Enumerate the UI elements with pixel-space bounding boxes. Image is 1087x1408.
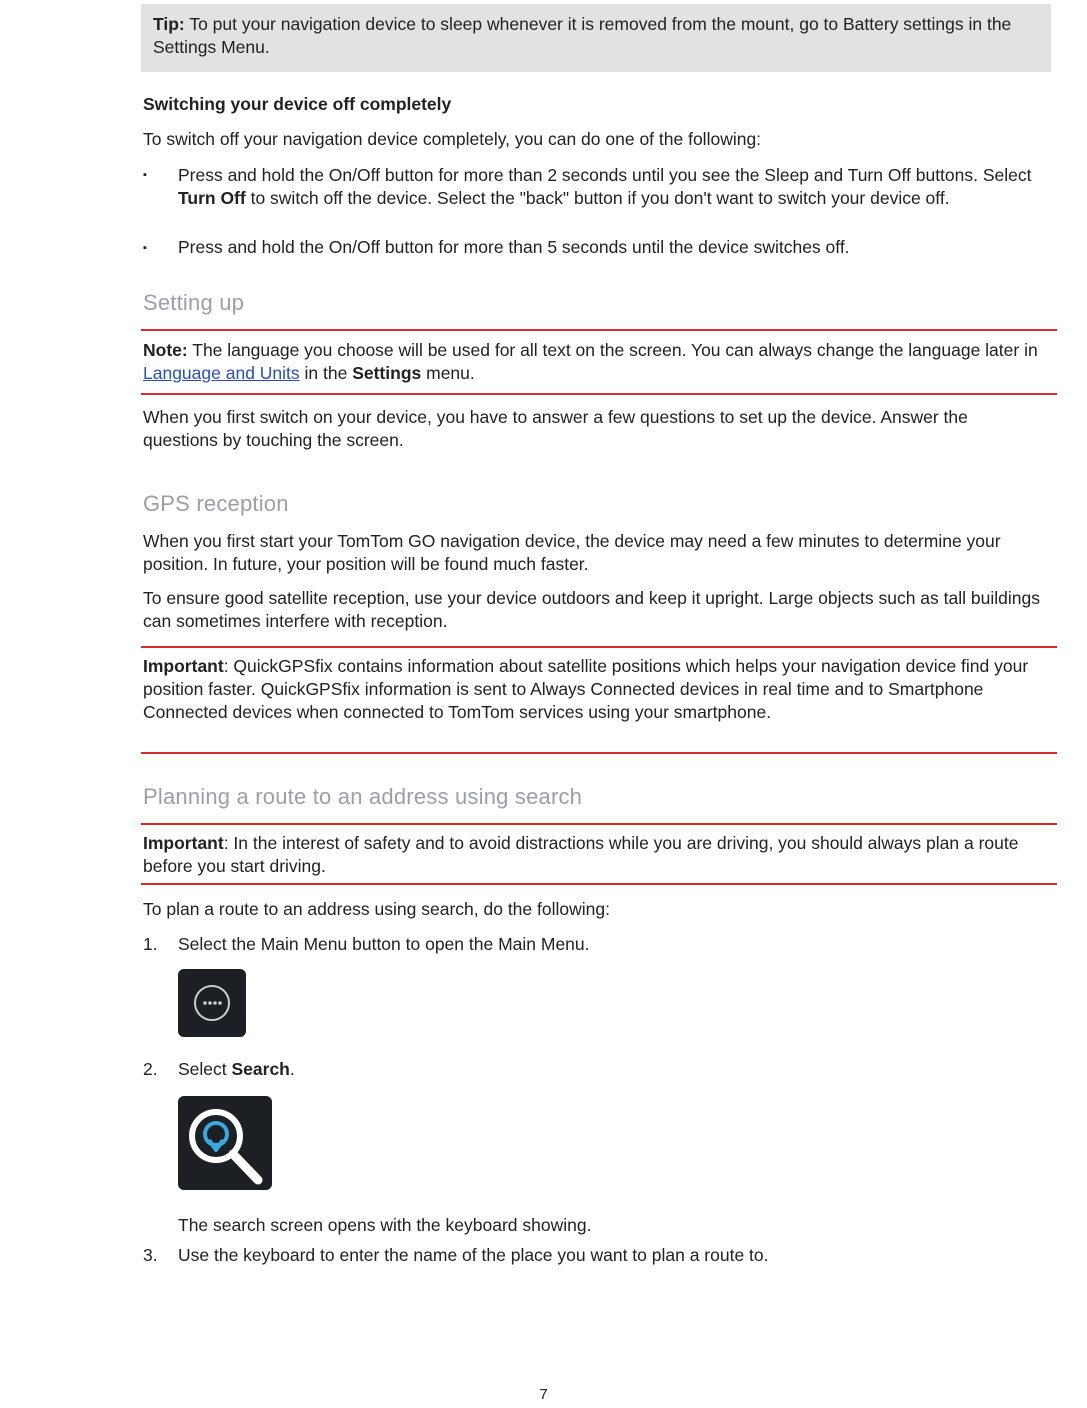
planning-important [143,832,1043,878]
tip-box [141,4,1051,72]
step-2-text-pre: Select [178,1059,232,1079]
tip-label: Tip: [153,14,185,34]
step-2-number: 2. [143,1059,158,1079]
planning-intro: To plan a route to an address using search, do the following: [143,899,610,919]
gps-paragraph-2: To ensure good satellite reception, use your device outdoors and keep it upright. Large objects such as tall buildings can sometimes interfere with reception. [143,588,1040,631]
gps-important-top-rule [141,646,1057,648]
note-text-c: menu. [421,363,475,383]
planning-important-top-rule [141,823,1057,825]
planning-important-label: Important [143,833,224,853]
gps-paragraph-1: When you first start your TomTom GO navigation device, the device may need a few minutes to determine your position. In future, your position will be found much faster. [143,531,1001,574]
step-1-number: 1. [143,934,158,954]
gps-important-bottom-rule [141,752,1057,754]
bullet-1-marker: ▪ [143,169,147,181]
gps-important [143,655,1043,724]
gps-heading: GPS reception [143,491,289,516]
switch-off-bullet-1 [178,164,1048,210]
note-text-a: The language you choose will be used for all text on the screen. You can always change the language later in [187,340,1038,360]
note-bottom-rule [141,393,1057,395]
setting-up-note [143,339,1043,385]
step-3-text: Use the keyboard to enter the name of the place you want to plan a route to. [178,1245,769,1265]
note-settings-bold: Settings [352,363,422,383]
search-icon [178,1096,272,1190]
step-2-text-post: . [289,1059,295,1079]
gps-important-text: : QuickGPSfix contains information about satellite positions which helps your navigation device find your position faster. QuickGPSfix information is sent to Always Connected devices in real time and to Smartphone Connected devices when connected to TomTom services using your smartphone. [143,656,1029,722]
step-2-search-bold: Search [231,1059,290,1079]
bullet-1-bold: Turn Off [178,188,246,208]
page-number: 7 [539,1386,548,1403]
planning-important-text: : In the interest of safety and to avoid distractions while you are driving, you should always plan a route before you start driving. [143,833,1019,876]
setting-up-heading: Setting up [143,290,245,315]
setting-up-body: When you first switch on your device, you have to answer a few questions to set up the device. Answer the questions by touching the screen. [143,407,968,450]
switch-off-bullet-2: Press and hold the On/Off button for more than 5 seconds until the device switches off. [178,237,850,257]
note-label: Note: [143,340,188,360]
step-1-text: Select the Main Menu button to open the Main Menu. [178,934,590,954]
planning-important-bottom-rule [141,883,1057,885]
step-2-text [178,1059,295,1080]
search-screen-note: The search screen opens with the keyboard showing. [178,1215,592,1235]
step-3-number: 3. [143,1245,158,1265]
switch-off-heading: Switching your device off completely [143,94,452,114]
note-text-b: in the [299,363,353,383]
bullet-1-text-b: to switch off the device. Select the "back" button if you don't want to switch your device off. [245,188,950,208]
note-top-rule [141,329,1057,331]
gps-important-label: Important [143,656,224,676]
main-menu-icon [178,969,246,1037]
language-and-units-link[interactable]: Language and Units [143,363,300,383]
switch-off-intro: To switch off your navigation device completely, you can do one of the following: [143,129,762,149]
bullet-2-marker: ▪ [143,242,147,254]
planning-heading: Planning a route to an address using search [143,784,583,809]
tip-text: To put your navigation device to sleep whenever it is removed from the mount, go to Battery settings in the Settings Menu. [153,14,1012,57]
bullet-1-text-a: Press and hold the On/Off button for more than 2 seconds until you see the Sleep and Turn Off buttons. Select [178,165,1032,185]
